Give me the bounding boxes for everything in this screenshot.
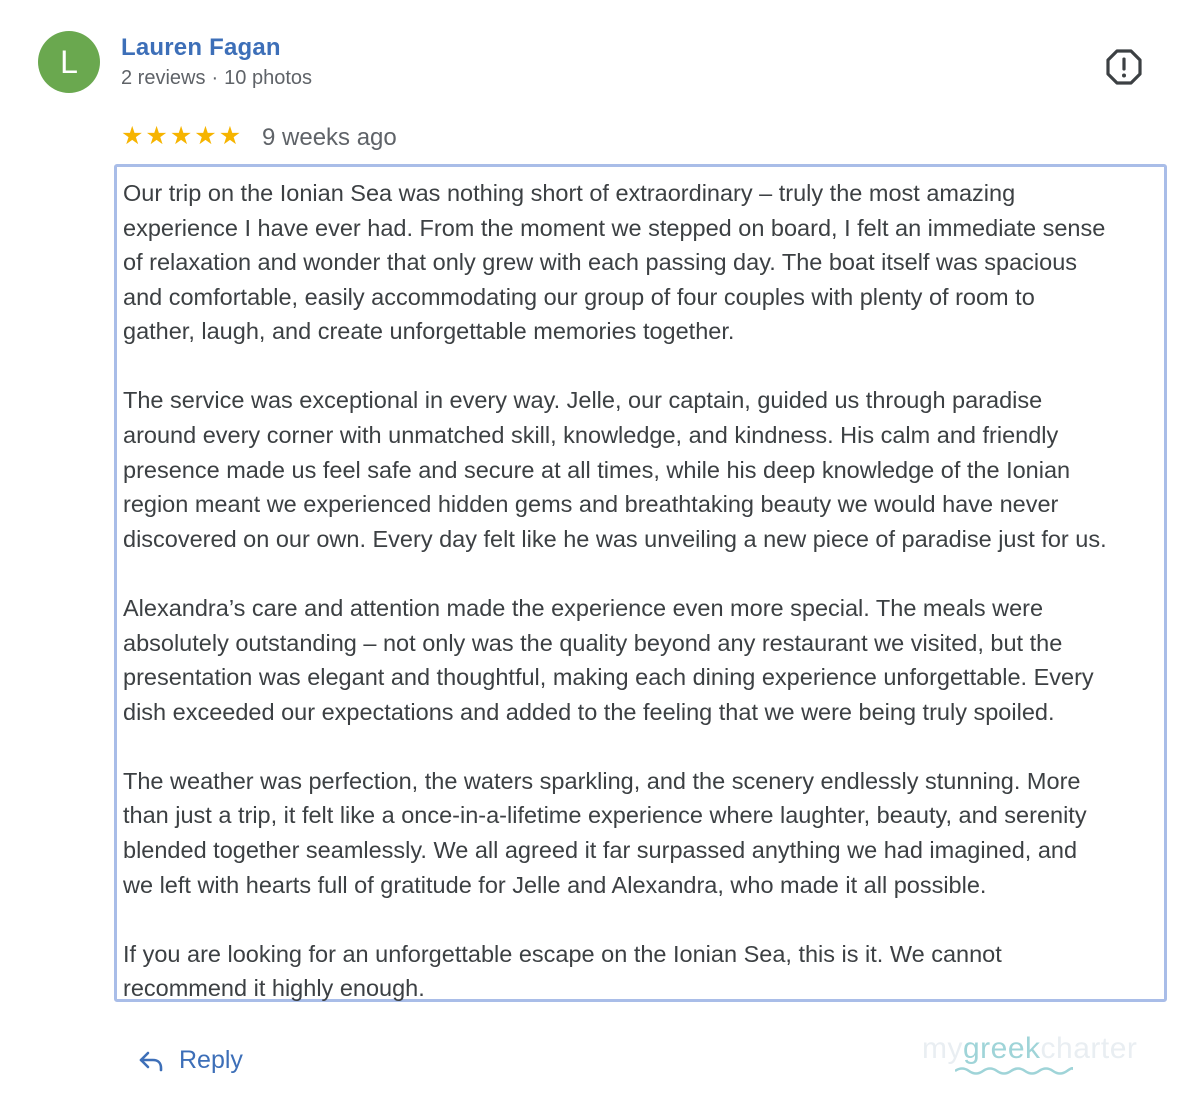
review-line: The weather was perfection, the waters sparkling, and the scenery endlessly stunning. More	[123, 767, 1081, 794]
review-paragraph	[123, 764, 1164, 902]
review-line: Our trip on the Ionian Sea was nothing short of extraordinary – truly the most amazing	[123, 180, 1016, 206]
review-line: presentation was elegant and thoughtful, making each dining experience unforgettable. Every	[123, 664, 1094, 691]
star-icon: ★	[194, 122, 217, 150]
review-paragraph	[123, 591, 1164, 729]
review-paragraph	[123, 937, 1164, 1006]
reviewer-meta	[121, 67, 312, 90]
photo-count: 10 photos	[224, 67, 313, 89]
report-flag-icon[interactable]	[1106, 49, 1142, 85]
review-text	[114, 164, 1167, 1002]
star-icon: ★	[218, 122, 242, 150]
meta-separator: ·	[211, 67, 219, 89]
reply-arrow-icon	[137, 1047, 165, 1075]
review-line: region meant we experienced hidden gems and breathtaking beauty we would have never	[123, 491, 1059, 518]
review-line: If you are looking for an unforgettable escape on the Ionian Sea, this is it. We cannot	[123, 940, 1002, 967]
review-line: and comfortable, easily accommodating our group of four couples with plenty of room to	[123, 283, 1035, 310]
review-paragraph	[123, 176, 1164, 349]
star-icon: ★	[169, 122, 193, 150]
star-rating	[121, 122, 241, 150]
star-icon: ★	[145, 122, 168, 150]
review-line: recommend it highly enough.	[123, 975, 425, 1002]
avatar[interactable]: L	[38, 31, 100, 93]
review-paragraph	[123, 383, 1164, 556]
review-line: absolutely outstanding – not only was the quality beyond any restaurant we visited, but the	[123, 629, 1063, 656]
review-line: dish exceeded our expectations and added to the feeling that we were being truly spoiled.	[123, 698, 1055, 725]
review-line: we left with hearts full of gratitude for Jelle and Alexandra, who made it all possible.	[123, 871, 987, 898]
reviewer-name[interactable]: Lauren Fagan	[121, 34, 281, 61]
review-line: blended together seamlessly. We all agreed it far surpassed anything we had imagined, and	[123, 837, 1078, 863]
review-line: discovered on our own. Every day felt like he was unveiling a new piece of paradise just for us.	[123, 525, 1107, 552]
review-line: of relaxation and wonder that only grew with each passing day. The boat itself was spacious	[123, 249, 1078, 276]
star-icon: ★	[121, 122, 144, 150]
review-line: around every corner with unmatched skill, knowledge, and kindness. His calm and friendly	[123, 422, 1059, 449]
review-line: Alexandra’s care and attention made the experience even more special. The meals were	[123, 594, 1044, 621]
watermark-waves-icon	[955, 1066, 1073, 1076]
review-line: gather, laugh, and create unforgettable memories together.	[123, 318, 735, 345]
review-time: 9 weeks ago	[262, 124, 397, 151]
review-line: The service was exceptional in every way. Jelle, our captain, guided us through paradise	[123, 387, 1043, 414]
review-line: presence made us feel safe and secure at all times, while his deep knowledge of the Ionian	[123, 456, 1071, 483]
reply-label: Reply	[179, 1046, 243, 1074]
review-line: experience I have ever had. From the moment we stepped on board, I felt an immediate sense	[123, 214, 1106, 241]
watermark-logo: mygreekcharter	[922, 1032, 1138, 1065]
review-line: than just a trip, it felt like a once-in-a-lifetime experience where laughter, beauty, and serenity	[123, 802, 1087, 829]
review-count: 2 reviews	[121, 67, 206, 89]
reply-button[interactable]	[137, 1046, 243, 1075]
